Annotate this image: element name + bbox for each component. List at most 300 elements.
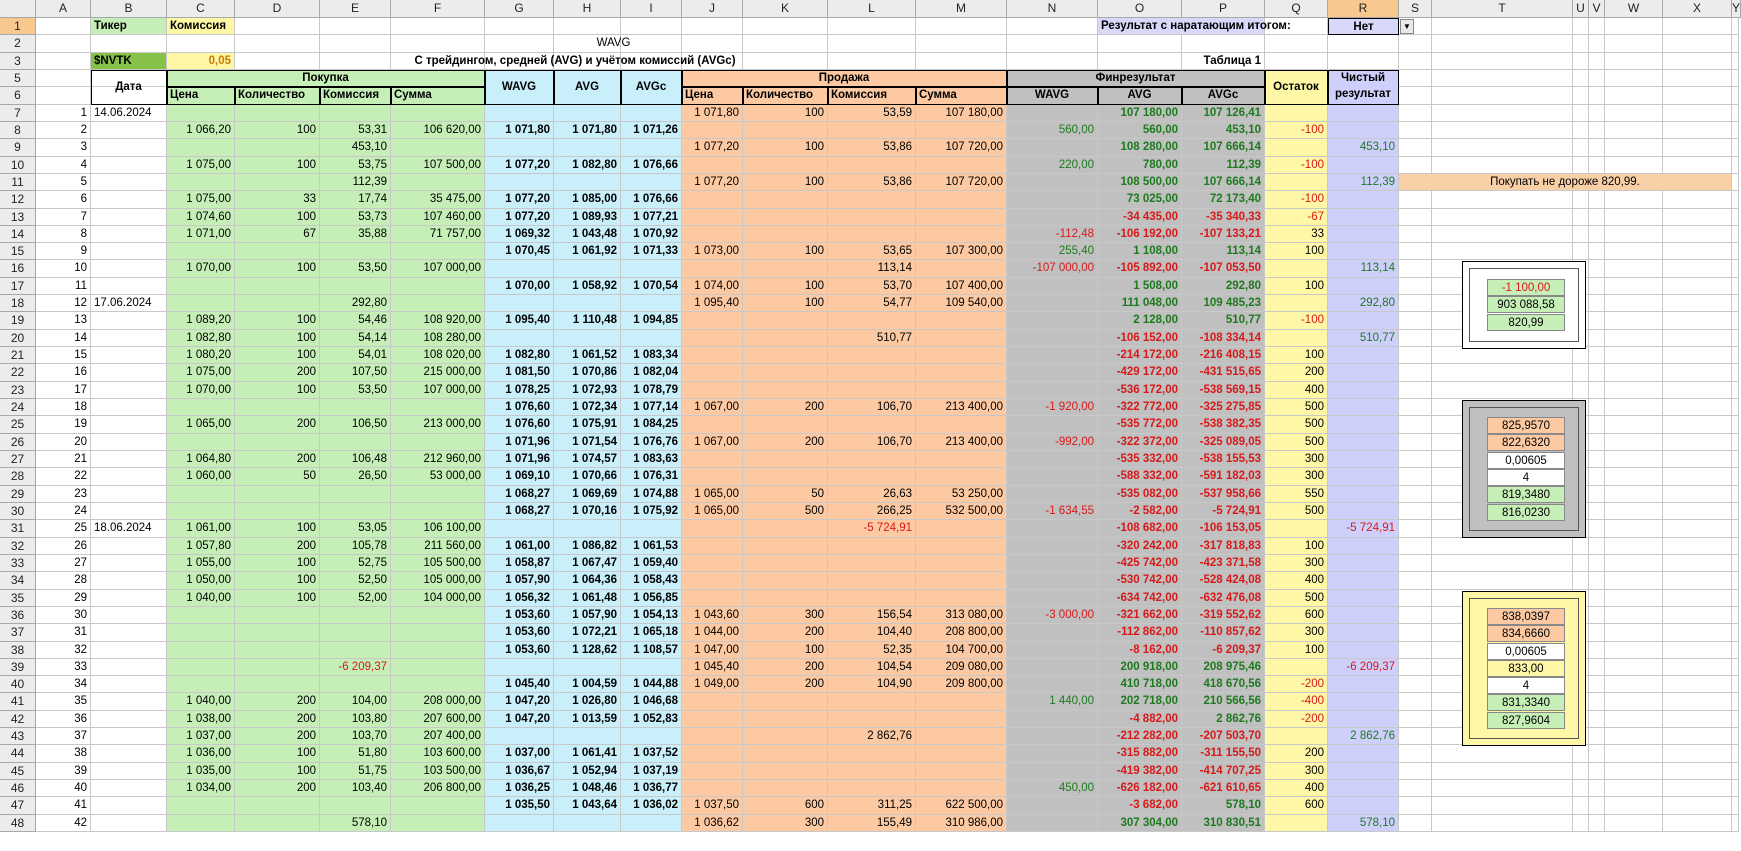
date[interactable]	[91, 174, 167, 191]
wavg[interactable]: 1 069,10	[485, 468, 554, 485]
buy-sum[interactable]	[391, 503, 485, 520]
avgc[interactable]	[621, 295, 682, 312]
buy-price[interactable]: 1 075,00	[167, 364, 235, 381]
buy-sum[interactable]	[391, 243, 485, 260]
sell-fee[interactable]	[828, 209, 916, 226]
buy-fee[interactable]: 53,31	[320, 122, 391, 139]
empty-cell[interactable]	[1605, 243, 1663, 260]
net-result[interactable]	[1328, 642, 1399, 659]
row-header-9[interactable]: 9	[0, 139, 36, 156]
empty-cell[interactable]	[1732, 53, 1739, 70]
net-result[interactable]	[1328, 226, 1399, 243]
buy-qty[interactable]: 100	[235, 763, 320, 780]
date[interactable]	[91, 745, 167, 762]
buy-price[interactable]: 1 070,00	[167, 260, 235, 277]
avg[interactable]: 1 110,48	[554, 312, 621, 329]
empty-cell[interactable]	[1663, 330, 1732, 347]
finres-avg[interactable]: 560,00	[1098, 122, 1182, 139]
wavg[interactable]	[485, 174, 554, 191]
buy-sum[interactable]: 105 000,00	[391, 572, 485, 589]
finres-avg[interactable]: -315 882,00	[1098, 745, 1182, 762]
empty-cell[interactable]	[1605, 416, 1663, 433]
balance[interactable]	[1265, 815, 1328, 832]
empty-cell[interactable]	[1589, 243, 1605, 260]
empty-cell[interactable]	[1432, 70, 1573, 87]
empty-cell[interactable]	[1399, 520, 1432, 537]
sell-sum[interactable]	[916, 538, 1007, 555]
net-result[interactable]	[1328, 278, 1399, 295]
sell-sum[interactable]	[916, 728, 1007, 745]
avg[interactable]	[554, 105, 621, 122]
finres-wavg[interactable]	[1007, 330, 1098, 347]
empty-cell[interactable]	[1589, 105, 1605, 122]
row-number[interactable]: 9	[36, 243, 91, 260]
sell-sum[interactable]	[916, 382, 1007, 399]
finres-wavg[interactable]	[1007, 174, 1098, 191]
empty-cell[interactable]	[1732, 693, 1739, 710]
sell-sum[interactable]	[916, 780, 1007, 797]
avgc[interactable]: 1 077,21	[621, 209, 682, 226]
empty-cell[interactable]	[1573, 763, 1589, 780]
row-header-39[interactable]: 39	[0, 659, 36, 676]
avgc[interactable]	[621, 260, 682, 277]
row-number[interactable]: 14	[36, 330, 91, 347]
row-header-30[interactable]: 30	[0, 503, 36, 520]
buy-fee[interactable]: 53,50	[320, 382, 391, 399]
sell-qty[interactable]: 100	[743, 105, 828, 122]
empty-cell[interactable]	[1399, 122, 1432, 139]
finres-avgc[interactable]: 109 485,23	[1182, 295, 1265, 312]
finres-fwavg-header[interactable]: WAVG	[1007, 87, 1098, 104]
row-header-26[interactable]: 26	[0, 434, 36, 451]
date[interactable]	[91, 209, 167, 226]
net-result[interactable]	[1328, 312, 1399, 329]
empty-cell[interactable]	[1573, 364, 1589, 381]
balance[interactable]: -100	[1265, 191, 1328, 208]
summary-panel-3-value[interactable]: 0,00605	[1487, 643, 1565, 660]
row-header-28[interactable]: 28	[0, 468, 36, 485]
sell-sum[interactable]	[916, 157, 1007, 174]
avg[interactable]: 1 064,36	[554, 572, 621, 589]
wavg[interactable]: 1 053,60	[485, 607, 554, 624]
sell-price[interactable]: 1 074,00	[682, 278, 743, 295]
finres-avgc[interactable]: -106 153,05	[1182, 520, 1265, 537]
sell-sum[interactable]	[916, 693, 1007, 710]
sell-qty[interactable]: 300	[743, 815, 828, 832]
row-number[interactable]: 5	[36, 174, 91, 191]
summary-panel-2-value[interactable]: 4	[1487, 469, 1565, 486]
avg[interactable]: 1 052,94	[554, 763, 621, 780]
net-result[interactable]	[1328, 382, 1399, 399]
avgc[interactable]: 1 082,04	[621, 364, 682, 381]
empty-cell[interactable]	[916, 53, 1007, 70]
buy-price[interactable]	[167, 174, 235, 191]
empty-cell[interactable]	[1589, 226, 1605, 243]
sell-fee[interactable]: 53,86	[828, 139, 916, 156]
buy-qty[interactable]: 100	[235, 260, 320, 277]
empty-cell[interactable]	[1663, 763, 1732, 780]
empty-cell[interactable]	[1432, 815, 1573, 832]
summary-panel-3-value[interactable]: 833,00	[1487, 660, 1565, 677]
summary-panel-2-value[interactable]: 819,3480	[1487, 486, 1565, 503]
buy-qty[interactable]	[235, 624, 320, 641]
wavg[interactable]: 1 035,50	[485, 797, 554, 814]
finres-wavg[interactable]: -107 000,00	[1007, 260, 1098, 277]
empty-cell[interactable]	[1399, 728, 1432, 745]
finres-avgc[interactable]: -538 569,15	[1182, 382, 1265, 399]
net-result[interactable]	[1328, 676, 1399, 693]
date[interactable]	[91, 416, 167, 433]
finres-wavg[interactable]	[1007, 797, 1098, 814]
empty-cell[interactable]	[1573, 572, 1589, 589]
finres-avgc[interactable]: -216 408,15	[1182, 347, 1265, 364]
empty-cell[interactable]	[1732, 295, 1739, 312]
sell-fee[interactable]	[828, 555, 916, 572]
sell-fee[interactable]	[828, 347, 916, 364]
empty-cell[interactable]	[743, 35, 828, 52]
empty-cell[interactable]	[1605, 538, 1663, 555]
buy-fee[interactable]	[320, 105, 391, 122]
empty-cell[interactable]	[1573, 555, 1589, 572]
sell-sum[interactable]	[916, 330, 1007, 347]
net-result[interactable]	[1328, 468, 1399, 485]
empty-cell[interactable]	[1573, 157, 1589, 174]
buy-qty[interactable]: 100	[235, 745, 320, 762]
buy-fee[interactable]	[320, 624, 391, 641]
empty-cell[interactable]	[1399, 139, 1432, 156]
wavg[interactable]: 1 070,45	[485, 243, 554, 260]
finres-avgc[interactable]: -325 275,85	[1182, 399, 1265, 416]
sell-qty[interactable]	[743, 538, 828, 555]
finres-group-header[interactable]: Финрезультат	[1007, 70, 1265, 87]
avgc[interactable]: 1 108,57	[621, 642, 682, 659]
sell-sum[interactable]	[916, 590, 1007, 607]
row-number[interactable]: 32	[36, 642, 91, 659]
empty-cell[interactable]	[1589, 18, 1605, 35]
empty-cell[interactable]	[1399, 797, 1432, 814]
balance[interactable]: -100	[1265, 312, 1328, 329]
balance[interactable]	[1265, 139, 1328, 156]
column-header-S[interactable]: S	[1399, 0, 1432, 18]
balance[interactable]: 500	[1265, 399, 1328, 416]
finres-wavg[interactable]	[1007, 815, 1098, 832]
row-header-45[interactable]: 45	[0, 763, 36, 780]
finres-avg[interactable]: -212 282,00	[1098, 728, 1182, 745]
date[interactable]	[91, 226, 167, 243]
buy-qty[interactable]: 200	[235, 728, 320, 745]
empty-cell[interactable]	[1605, 520, 1663, 537]
sell-sum[interactable]	[916, 468, 1007, 485]
buy-fee[interactable]: 104,00	[320, 693, 391, 710]
empty-cell[interactable]	[743, 18, 828, 35]
buy-sum[interactable]	[391, 607, 485, 624]
sell-fee[interactable]: 2 862,76	[828, 728, 916, 745]
buy-sum[interactable]	[391, 278, 485, 295]
empty-cell[interactable]	[1573, 191, 1589, 208]
buy-price[interactable]: 1 066,20	[167, 122, 235, 139]
avg[interactable]: 1 089,93	[554, 209, 621, 226]
buy-price[interactable]	[167, 642, 235, 659]
empty-cell[interactable]	[1663, 693, 1732, 710]
empty-cell[interactable]	[1732, 538, 1739, 555]
buy-fee[interactable]: 52,75	[320, 555, 391, 572]
buy-fee[interactable]: 54,14	[320, 330, 391, 347]
buy-fee[interactable]: 53,50	[320, 260, 391, 277]
empty-cell[interactable]	[1399, 451, 1432, 468]
avg[interactable]: 1 070,66	[554, 468, 621, 485]
avg[interactable]: 1 128,62	[554, 642, 621, 659]
empty-cell[interactable]	[1399, 693, 1432, 710]
finres-wavg[interactable]: -3 000,00	[1007, 607, 1098, 624]
empty-cell[interactable]	[1732, 676, 1739, 693]
sell-qty[interactable]: 100	[743, 174, 828, 191]
row-header-2[interactable]: 2	[0, 35, 36, 52]
empty-cell[interactable]	[1663, 745, 1732, 762]
date[interactable]	[91, 330, 167, 347]
avgc[interactable]: 1 075,92	[621, 503, 682, 520]
avg[interactable]	[554, 520, 621, 537]
wavg[interactable]: 1 070,00	[485, 278, 554, 295]
row-header-31[interactable]: 31	[0, 520, 36, 537]
sell-qty[interactable]	[743, 157, 828, 174]
empty-cell[interactable]	[1589, 659, 1605, 676]
buy-price[interactable]	[167, 399, 235, 416]
balance[interactable]	[1265, 520, 1328, 537]
row-number[interactable]: 24	[36, 503, 91, 520]
buy-sum[interactable]: 104 000,00	[391, 590, 485, 607]
finres-wavg[interactable]: 560,00	[1007, 122, 1098, 139]
finres-avgc[interactable]: -311 155,50	[1182, 745, 1265, 762]
sell-price[interactable]: 1 071,80	[682, 105, 743, 122]
empty-cell[interactable]	[1605, 711, 1663, 728]
avgc[interactable]: 1 076,66	[621, 191, 682, 208]
column-header-P[interactable]: P	[1182, 0, 1265, 18]
sell-qty[interactable]	[743, 728, 828, 745]
finres-avgc[interactable]: -621 610,65	[1182, 780, 1265, 797]
empty-cell[interactable]	[1732, 226, 1739, 243]
finres-wavg[interactable]	[1007, 659, 1098, 676]
empty-cell[interactable]	[1663, 364, 1732, 381]
buy-price[interactable]	[167, 624, 235, 641]
date[interactable]: 18.06.2024	[91, 520, 167, 537]
avgc[interactable]: 1 070,92	[621, 226, 682, 243]
finres-avg[interactable]: -588 332,00	[1098, 468, 1182, 485]
row-number[interactable]: 34	[36, 676, 91, 693]
buy-qty[interactable]: 100	[235, 572, 320, 589]
finres-avgc[interactable]: 2 862,76	[1182, 711, 1265, 728]
date[interactable]	[91, 538, 167, 555]
empty-cell[interactable]	[1432, 53, 1573, 70]
buy-qty[interactable]: 100	[235, 347, 320, 364]
row-number[interactable]: 39	[36, 763, 91, 780]
buy-fee[interactable]	[320, 642, 391, 659]
row-header-44[interactable]: 44	[0, 745, 36, 762]
finres-avg[interactable]: -8 162,00	[1098, 642, 1182, 659]
empty-cell[interactable]	[1432, 780, 1573, 797]
finres-avgc[interactable]: -537 958,66	[1182, 486, 1265, 503]
avg[interactable]: 1 072,21	[554, 624, 621, 641]
finres-wavg[interactable]	[1007, 763, 1098, 780]
balance[interactable]: 300	[1265, 763, 1328, 780]
avg[interactable]: 1 072,93	[554, 382, 621, 399]
buy-price[interactable]	[167, 797, 235, 814]
avgc[interactable]	[621, 728, 682, 745]
sell-price[interactable]: 1 065,00	[682, 486, 743, 503]
empty-cell[interactable]	[554, 18, 621, 35]
finres-wavg[interactable]: -112,48	[1007, 226, 1098, 243]
summary-panel-2-value[interactable]: 825,9570	[1487, 417, 1565, 434]
empty-cell[interactable]	[1605, 278, 1663, 295]
empty-cell[interactable]	[1732, 624, 1739, 641]
avgc[interactable]: 1 071,33	[621, 243, 682, 260]
avgc[interactable]: 1 076,76	[621, 434, 682, 451]
avgc[interactable]: 1 071,26	[621, 122, 682, 139]
net-result[interactable]	[1328, 763, 1399, 780]
buy-qty[interactable]	[235, 503, 320, 520]
empty-cell[interactable]	[1663, 486, 1732, 503]
empty-cell[interactable]	[1399, 382, 1432, 399]
empty-cell[interactable]	[1573, 105, 1589, 122]
empty-cell[interactable]	[621, 18, 682, 35]
wavg[interactable]: 1 047,20	[485, 711, 554, 728]
summary-panel-3-value[interactable]: 827,9604	[1487, 712, 1565, 729]
row-header-41[interactable]: 41	[0, 693, 36, 710]
wavg[interactable]: 1 081,50	[485, 364, 554, 381]
empty-cell[interactable]	[1663, 278, 1732, 295]
sell-sum[interactable]: 532 500,00	[916, 503, 1007, 520]
avgc[interactable]: 1 076,66	[621, 157, 682, 174]
finres-wavg[interactable]	[1007, 572, 1098, 589]
buy-qty[interactable]	[235, 295, 320, 312]
row-header-43[interactable]: 43	[0, 728, 36, 745]
buy-qty[interactable]	[235, 139, 320, 156]
sell-qty[interactable]	[743, 122, 828, 139]
empty-cell[interactable]	[1399, 590, 1432, 607]
date[interactable]	[91, 590, 167, 607]
buy-sum[interactable]: 106 620,00	[391, 122, 485, 139]
sell-price[interactable]	[682, 745, 743, 762]
empty-cell[interactable]	[1663, 312, 1732, 329]
finres-wavg[interactable]	[1007, 745, 1098, 762]
empty-cell[interactable]	[1605, 364, 1663, 381]
sell-qty[interactable]	[743, 555, 828, 572]
row-number[interactable]: 28	[36, 572, 91, 589]
finres-avg[interactable]: -322 372,00	[1098, 434, 1182, 451]
finres-avgc[interactable]: -431 515,65	[1182, 364, 1265, 381]
sell-fee[interactable]: 104,40	[828, 624, 916, 641]
empty-cell[interactable]	[1663, 191, 1732, 208]
empty-cell[interactable]	[1732, 572, 1739, 589]
sell-qty[interactable]	[743, 330, 828, 347]
empty-cell[interactable]	[1589, 53, 1605, 70]
avgc[interactable]: 1 036,02	[621, 797, 682, 814]
sell-fee[interactable]	[828, 451, 916, 468]
sell-fee[interactable]: 106,70	[828, 399, 916, 416]
buy-price[interactable]: 1 082,80	[167, 330, 235, 347]
finres-avgc[interactable]: 113,14	[1182, 243, 1265, 260]
empty-cell[interactable]	[1399, 416, 1432, 433]
empty-cell[interactable]	[1605, 590, 1663, 607]
empty-cell[interactable]	[1663, 157, 1732, 174]
row-number[interactable]: 6	[36, 191, 91, 208]
buy-fee[interactable]: 51,75	[320, 763, 391, 780]
empty-cell[interactable]	[1589, 590, 1605, 607]
buy-sum[interactable]: 208 000,00	[391, 693, 485, 710]
empty-cell[interactable]	[1732, 416, 1739, 433]
sell-qty[interactable]	[743, 416, 828, 433]
sell-sum[interactable]	[916, 763, 1007, 780]
empty-cell[interactable]	[1399, 53, 1432, 70]
empty-cell[interactable]	[1589, 728, 1605, 745]
empty-cell[interactable]	[1573, 780, 1589, 797]
sell-fee[interactable]	[828, 780, 916, 797]
empty-cell[interactable]	[1007, 53, 1098, 70]
empty-cell[interactable]	[1399, 745, 1432, 762]
empty-cell[interactable]	[1605, 87, 1663, 104]
buy-price[interactable]: 1 070,00	[167, 382, 235, 399]
empty-cell[interactable]	[167, 35, 235, 52]
sell-sum[interactable]: 107 720,00	[916, 174, 1007, 191]
net-result[interactable]: 292,80	[1328, 295, 1399, 312]
avgc[interactable]: 1 061,53	[621, 538, 682, 555]
sell-price[interactable]: 1 077,20	[682, 174, 743, 191]
empty-cell[interactable]	[1663, 676, 1732, 693]
row-header-20[interactable]: 20	[0, 330, 36, 347]
empty-cell[interactable]	[1663, 572, 1732, 589]
balance[interactable]: 100	[1265, 278, 1328, 295]
summary-panel-3-value[interactable]: 831,3340	[1487, 694, 1565, 711]
avg[interactable]	[554, 815, 621, 832]
date[interactable]	[91, 572, 167, 589]
balance[interactable]	[1265, 260, 1328, 277]
empty-cell[interactable]	[1732, 780, 1739, 797]
finres-avgc[interactable]: 72 173,40	[1182, 191, 1265, 208]
column-header-L[interactable]: L	[828, 0, 916, 18]
date[interactable]	[91, 347, 167, 364]
sell-qty[interactable]: 100	[743, 642, 828, 659]
row-number[interactable]: 41	[36, 797, 91, 814]
empty-cell[interactable]	[1573, 35, 1589, 52]
balance[interactable]: 100	[1265, 538, 1328, 555]
date[interactable]	[91, 434, 167, 451]
balance[interactable]: 500	[1265, 503, 1328, 520]
buy-price[interactable]: 1 071,00	[167, 226, 235, 243]
finres-avgc[interactable]: -107 133,21	[1182, 226, 1265, 243]
finres-avg[interactable]: 307 304,00	[1098, 815, 1182, 832]
date[interactable]	[91, 451, 167, 468]
avg[interactable]	[554, 139, 621, 156]
avg[interactable]	[554, 659, 621, 676]
empty-cell[interactable]	[1399, 364, 1432, 381]
empty-cell[interactable]	[1605, 139, 1663, 156]
buy-sum[interactable]	[391, 399, 485, 416]
row-header-33[interactable]: 33	[0, 555, 36, 572]
buy-fee[interactable]: 52,00	[320, 590, 391, 607]
date[interactable]	[91, 780, 167, 797]
row-number[interactable]: 12	[36, 295, 91, 312]
avgc[interactable]: 1 078,79	[621, 382, 682, 399]
summary-panel-2-value[interactable]: 0,00605	[1487, 452, 1565, 469]
sell-qty[interactable]	[743, 191, 828, 208]
row-header-32[interactable]: 32	[0, 538, 36, 555]
empty-cell[interactable]	[36, 70, 91, 87]
buy-fee[interactable]	[320, 607, 391, 624]
row-number[interactable]: 21	[36, 451, 91, 468]
column-header-E[interactable]: E	[320, 0, 391, 18]
wavg[interactable]: 1 071,96	[485, 434, 554, 451]
buy-price[interactable]: 1 036,00	[167, 745, 235, 762]
empty-cell[interactable]	[1432, 191, 1573, 208]
